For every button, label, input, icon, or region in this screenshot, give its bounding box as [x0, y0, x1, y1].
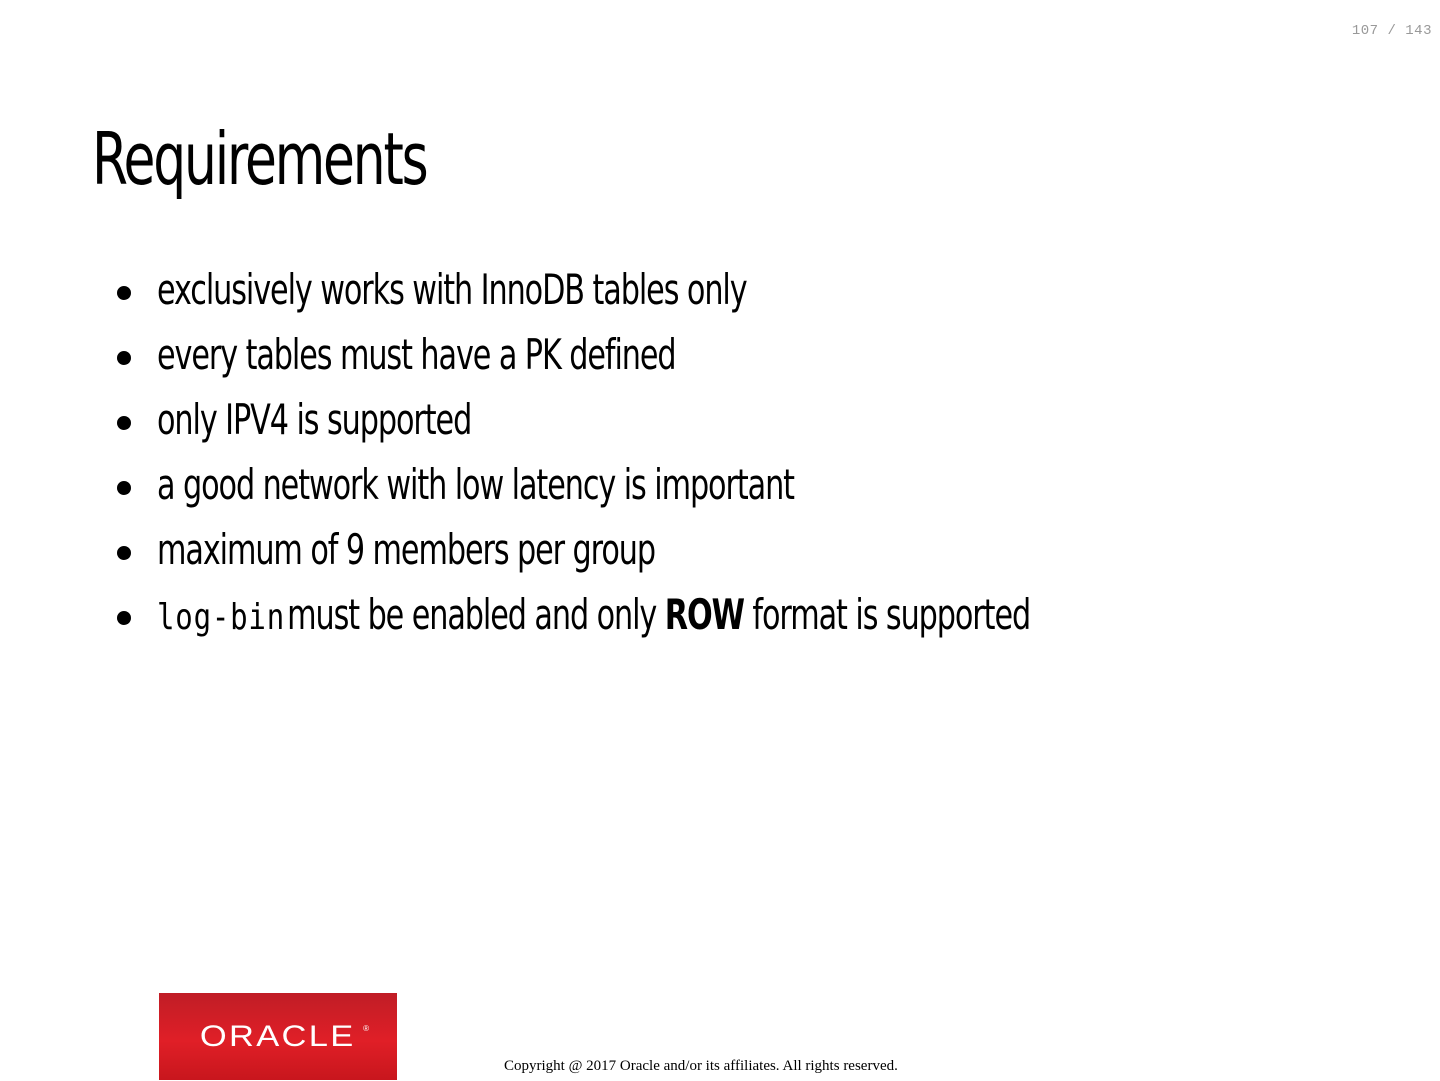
bullet-icon — [117, 416, 131, 430]
bullet-icon — [117, 546, 131, 560]
list-item-text: every tables must have a PK defined — [157, 330, 676, 379]
list-item-text: a good network with low latency is important — [157, 460, 794, 509]
logo-text: ORACLE — [200, 1019, 356, 1053]
page-counter: 107 / 143 — [1351, 23, 1432, 39]
list-item-text: only IPV4 is supported — [157, 395, 472, 444]
list-item-text: maximum of 9 members per group — [157, 525, 655, 574]
bullet-icon — [117, 481, 131, 495]
slide-title: Requirements — [92, 117, 427, 201]
bullet-icon — [117, 351, 131, 365]
list-item-text-part: must be enabled and only — [287, 590, 665, 639]
bullet-icon — [117, 286, 131, 300]
list-item-text — [157, 589, 1030, 644]
list-item-text-part: format is supported — [743, 590, 1031, 639]
emphasis-text: ROW — [664, 590, 744, 639]
bullet-icon — [117, 611, 131, 625]
registered-mark: ® — [363, 1024, 369, 1033]
copyright-notice: Copyright @ 2017 Oracle and/or its affiliates. All rights reserved. — [504, 1058, 898, 1074]
oracle-logo — [159, 993, 397, 1080]
list-item-text: exclusively works with InnoDB tables only — [157, 265, 747, 314]
inline-code: log-bin — [157, 597, 285, 638]
